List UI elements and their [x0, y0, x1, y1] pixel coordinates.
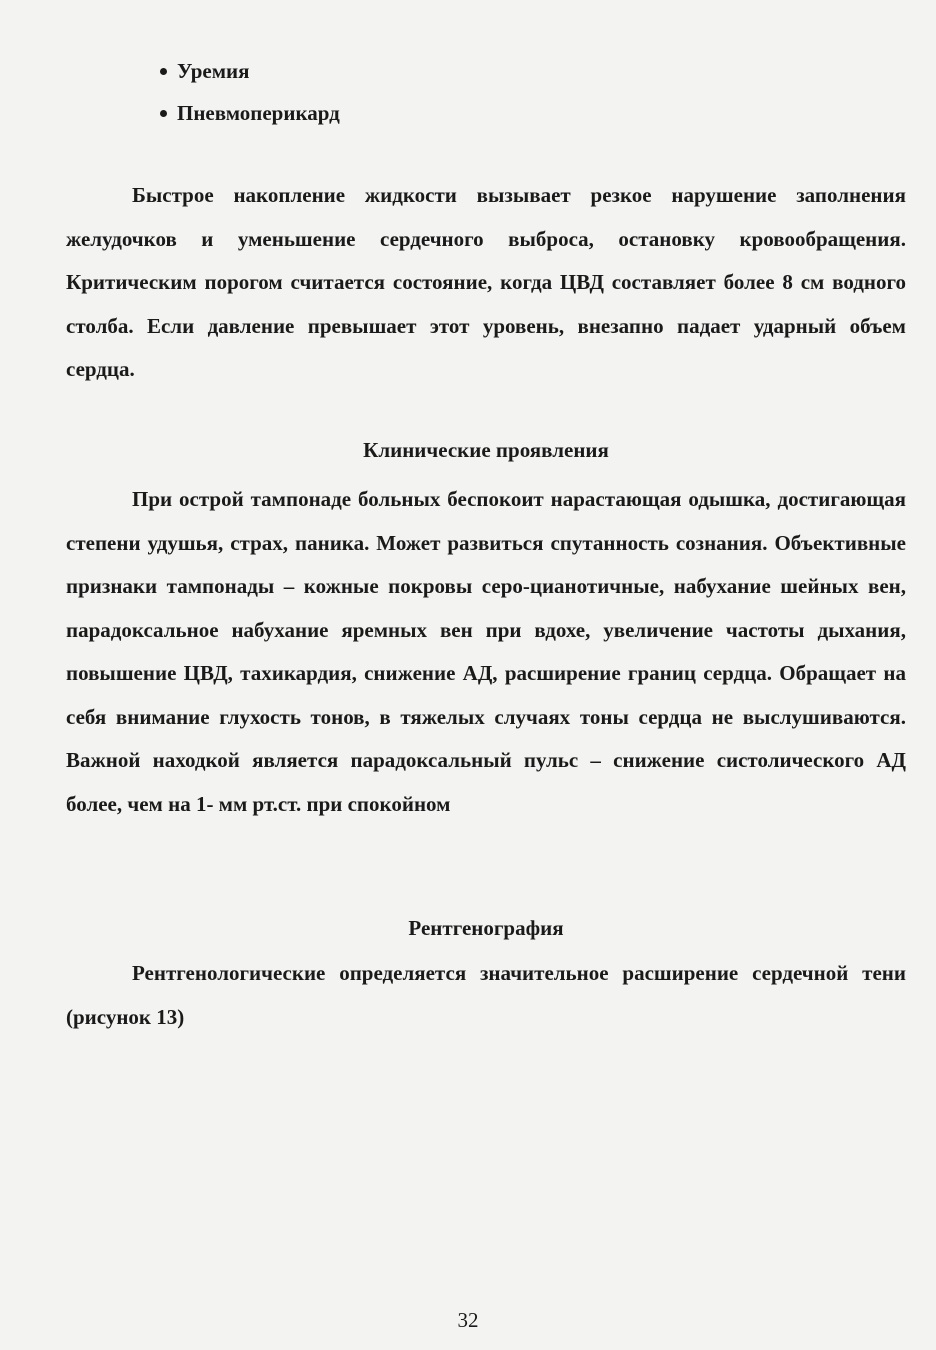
paragraph-block: [66, 478, 906, 826]
paragraph-block: [66, 952, 906, 1039]
bullet-icon: [160, 68, 167, 75]
bullet-icon: [160, 110, 167, 117]
paragraph: Быстрое накопление жидкости вызывает резкое нарушение заполнения желудочков и уменьшение сердечного выброса, остановку кровообращения. Критическим порогом считается состояние, когда ЦВД составляет более 8 см водного столба. Если давление превышает этот уровень, внезапно падает ударный объем сердца.: [66, 183, 906, 381]
list-item: [160, 50, 340, 92]
paragraph: Рентгенологические определяется значительное расширение сердечной тени (рисунок 13): [66, 961, 906, 1029]
list-item-text: Уремия: [177, 59, 250, 83]
list-item-text: Пневмоперикард: [177, 101, 340, 125]
section-heading: Рентгенография: [408, 916, 564, 940]
paragraph-block: [66, 174, 906, 392]
bullet-list: [160, 50, 340, 134]
page-number: 32: [457, 1308, 479, 1332]
section-heading: Клинические проявления: [363, 438, 609, 462]
paragraph: При острой тампонаде больных беспокоит нарастающая одышка, достигающая степени удушья, страх, паника. Может развиться спутанность сознания. Объективные признаки тампонады – кожные покровы серо-цианотичные, набухание шейных вен, парадоксальное набухание яремных вен при вдохе, увеличение частоты дыхания, повышение ЦВД, тахикардия, снижение АД, расширение границ сердца. Обращает на себя внимание глухость тонов, в тяжелых случаях тоны сердца не выслушиваются. Важной находкой является парадоксальный пульс – снижение систолического АД более, чем на 1- мм рт.ст. при спокойном: [66, 487, 906, 816]
list-item: [160, 92, 340, 134]
